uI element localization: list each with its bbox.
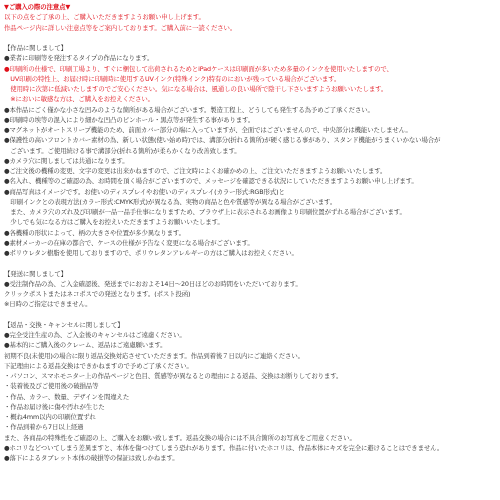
product-line: ●保護性の高いフロントカバー素材の為、新しい状態(使い始め時)では、溝部分(折れる箇所)が硬く感じる事があり、スタンド機能がうまくいかない場合が xyxy=(4,136,441,145)
product-line: ●本作品にごく僅かな小さな凹みのような箇所がある場合がございます。製造工程上、どうしても発生する為予めご了承ください。 xyxy=(4,105,374,114)
returns-line: 下記理由による返品交換はできかねますので予めご了承ください。 xyxy=(4,361,193,370)
notice-line: 以下の点をご了承の上、ご購入いただきますようお願い申し上げます。 xyxy=(4,13,205,22)
product-line: 印刷インクとの表現方法(カラー形式:CMYK形式)が異なる為、実物の商品と色や質感等が異なる場合がございます。 xyxy=(4,197,337,206)
returns-line: また、各商品の特殊性をご確認の上、ご購入をお願い致します。返品交換の場合には不具合箇所のお写真をご用意ください。 xyxy=(4,433,356,442)
product-line: ●各機種の形状によって、柄の大きさや位置が多少異なります。 xyxy=(4,228,185,237)
returns-line: ●基本的にご購入後のクレーム、返品はご遠慮願います。 xyxy=(4,341,167,350)
product-line: ●ご注文後の機種の変更、文字の変更は出来かねますので、ご注文時によくお確かめの上、ご注文いただきますようお願いいたします。 xyxy=(4,167,387,175)
shipping-line: クリックポストまたはネコポスでの発送となります。(ポスト投函) xyxy=(4,290,191,298)
returns-line: ●完全受注生産の為、ご入金後のキャンセルはご遠慮ください。 xyxy=(4,331,186,339)
product-line: また、カメラ穴のズれ及び印刷が一品一品手仕事になりますため、ブラウザ上に表示されるお画像より印刷位置がずれる場合がございます。 xyxy=(4,208,406,216)
product-line: ●ポリウレタン樹脂を使用しておりますので、ポリウレタンアレルギーの方はご購入はお控えください。 xyxy=(4,249,298,257)
product-line: UV印刷の特性上、お届け時に印刷時に使用するUVインク(特殊インク)特有のにおいが残っている場合がございます。 xyxy=(4,74,341,83)
returns-line: ・作品到着から7日以上経過 xyxy=(4,423,84,432)
product-section xyxy=(4,43,494,258)
returns-line: ・作品、カラー、数量、デザインを間違えた xyxy=(4,392,130,401)
shipping-line: ●受注制作品の為、ご入金確認後、発送までにおおよそ14日〜20日ほどのお時間をいただいております。 xyxy=(4,279,302,288)
spacer xyxy=(4,258,494,268)
product-line: ※においに敏感な方は、ご購入をお控えください。 xyxy=(4,95,154,104)
product-line: ●名入れ、機種等のご確認の為、お時間を頂く場合がございますので、メッセージを確認できる状況にしていただきますようお願い申し上げます。 xyxy=(4,177,418,186)
returns-line: ・概ね4mm以内の印刷位置ずれ xyxy=(4,413,96,421)
notice-title: ▼ご購入の際の注意点▼ xyxy=(4,3,71,11)
product-line: ございます。ご使用続ける事で溝部分(折れる箇所)が柔らかくなり改善致します。 xyxy=(4,146,241,155)
product-line: ●マグネットがオートスリープ機能のため、前面カバー部分の端に入っていますが、全面ではございませんので、中央部分は機能いたしません。 xyxy=(4,126,412,134)
section-heading: 【発送に関しまして】 xyxy=(4,269,67,278)
product-line: ●商品写真はイメージです。お使いのディスプレイやお使いのディスプレイ(カラー形式:RGB形式)と xyxy=(4,187,285,196)
returns-line: ・作品お届け後に傷や汚れが生じた xyxy=(4,402,105,411)
returns-line: ・装着後及びご使用後の破損品等 xyxy=(4,382,99,391)
product-line: ●印刷時の埃等の混入により細かな凹凸のピンホール・黒点等が発生する事があります。 xyxy=(4,115,255,124)
returns-line: 初期不良(未使用)の場合に限り返品交換対応させていただきます。作品到着後７日以内にご連絡ください。 xyxy=(4,351,304,360)
product-line: 使用時に次第に低減いたしますのでご安心ください。気になる場合は、風通しの良い場所で陰干し下さいますようお願いいたします。 xyxy=(4,85,388,93)
product-line: ●印刷所の仕様で、印刷工場より、すぐに梱包して出荷されるためとiPadケースは印刷面が多いため多量のインクを使用いたしますので、 xyxy=(4,64,393,73)
notice-line: 作品ページ内に詳しい注意点等をご案内しております。ご購入前に一読ください。 xyxy=(4,23,237,32)
returns-line: ●ホコリなどついてしまう差異ますと、本体を傷つけてしまう恐れがあります。作品に付いたホコリは、作品本体にキズを完全に避けることはできません。 xyxy=(4,443,444,452)
spacer xyxy=(4,310,494,320)
section-heading: 【返品・交換・キャンセルに関しまして】 xyxy=(4,320,124,329)
returns-line: ・パソコン、スマホモニター上の作品ページと色目、質感等が異なるとの理由による返品、交換はお断りしております。 xyxy=(4,372,343,380)
product-line: ●素材メーカーの在庫の都合で、ケースの仕様が予告なく変更になる場合がございます。 xyxy=(4,238,254,247)
product-line: 少しでも気になる方はご購入をお控えいただきますようお願いいたします。 xyxy=(4,218,224,227)
section-heading: 【作品に関しまして】 xyxy=(4,44,67,52)
product-line: ●カメラ穴に関しましては共通になります。 xyxy=(4,156,129,165)
shipping-section xyxy=(4,269,494,310)
returns-section xyxy=(4,320,494,464)
returns-line: ●落下によるタブレット本体の破損等の保証は致しかねます。 xyxy=(4,454,179,462)
spacer xyxy=(4,33,494,43)
product-line: ●業者に印刷等を発注するタイプの作品になります。 xyxy=(4,54,154,63)
shipping-line: ※日時のご指定はできません。 xyxy=(4,300,92,309)
